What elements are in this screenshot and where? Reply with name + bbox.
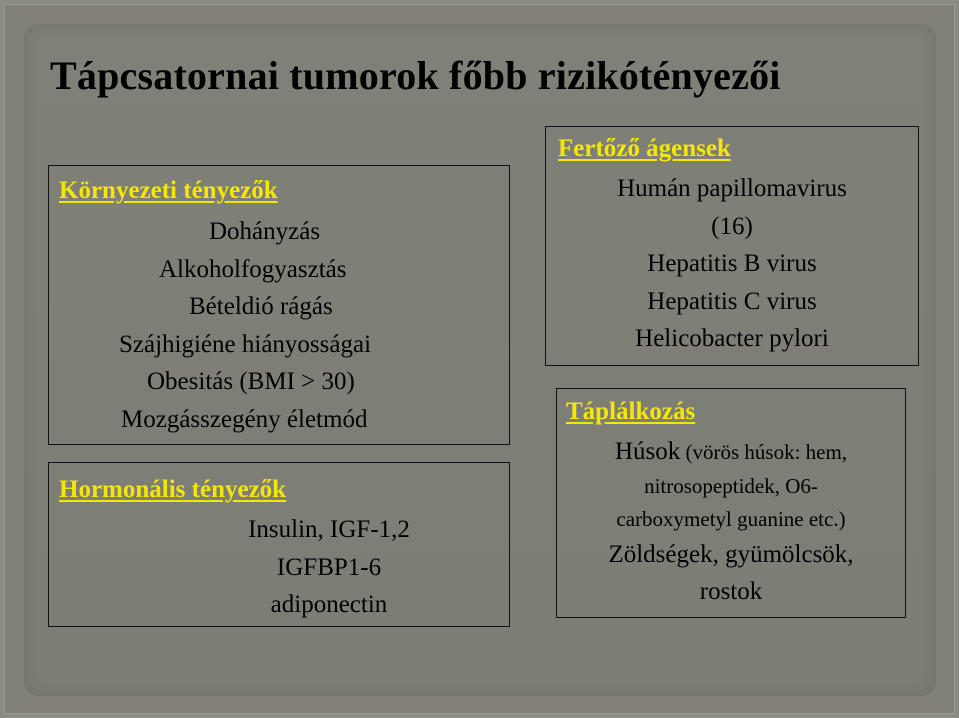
meat-detail: (vörös húsok: hem, (680, 440, 848, 464)
list-item: rostok (699, 578, 763, 605)
list-item: Mozgásszegény életmód (121, 405, 368, 433)
list-item: Bételdió rágás (189, 293, 333, 320)
nutrition-box (556, 388, 906, 618)
list-item: nitrosopeptidek, O6- (644, 474, 818, 498)
list-item: Insulin, IGF-1,2 (248, 516, 410, 543)
nutrition-heading: Táplálkozás (566, 398, 696, 425)
list-item: Alkoholfogyasztás (159, 255, 347, 283)
list-item: carboxymetyl guanine etc.) (616, 507, 846, 531)
list-item: Szájhigiéne hiányosságai (119, 330, 372, 358)
meat-main: Húsok (614, 438, 681, 465)
list-item: Zöldségek, gyümölcsök, (608, 541, 854, 568)
environmental-heading: Környezeti tényezők (59, 177, 278, 204)
meat-line (557, 433, 905, 470)
infectious-heading: Fertőző ágensek (558, 135, 731, 162)
list-item: (16) (711, 212, 753, 240)
list-item: Helicobacter pylori (635, 325, 829, 352)
list-item: IGFBP1-6 (276, 553, 382, 581)
infectious-agents-box (545, 126, 919, 366)
slide-title: Tápcsatornai tumorok főbb rizikótényezői (50, 53, 781, 98)
list-item: Dohányzás (209, 218, 321, 245)
list-item: Hepatitis B virus (647, 250, 817, 277)
list-item: Humán papillomavirus (617, 175, 847, 202)
list-item: adiponectin (270, 591, 388, 618)
hormonal-factors-box (48, 462, 510, 627)
environmental-factors-box (48, 165, 510, 445)
list-item: Obesitás (BMI > 30) (147, 368, 355, 395)
list-item: Hepatitis C virus (647, 287, 817, 315)
hormonal-heading: Hormonális tényezők (59, 476, 287, 503)
